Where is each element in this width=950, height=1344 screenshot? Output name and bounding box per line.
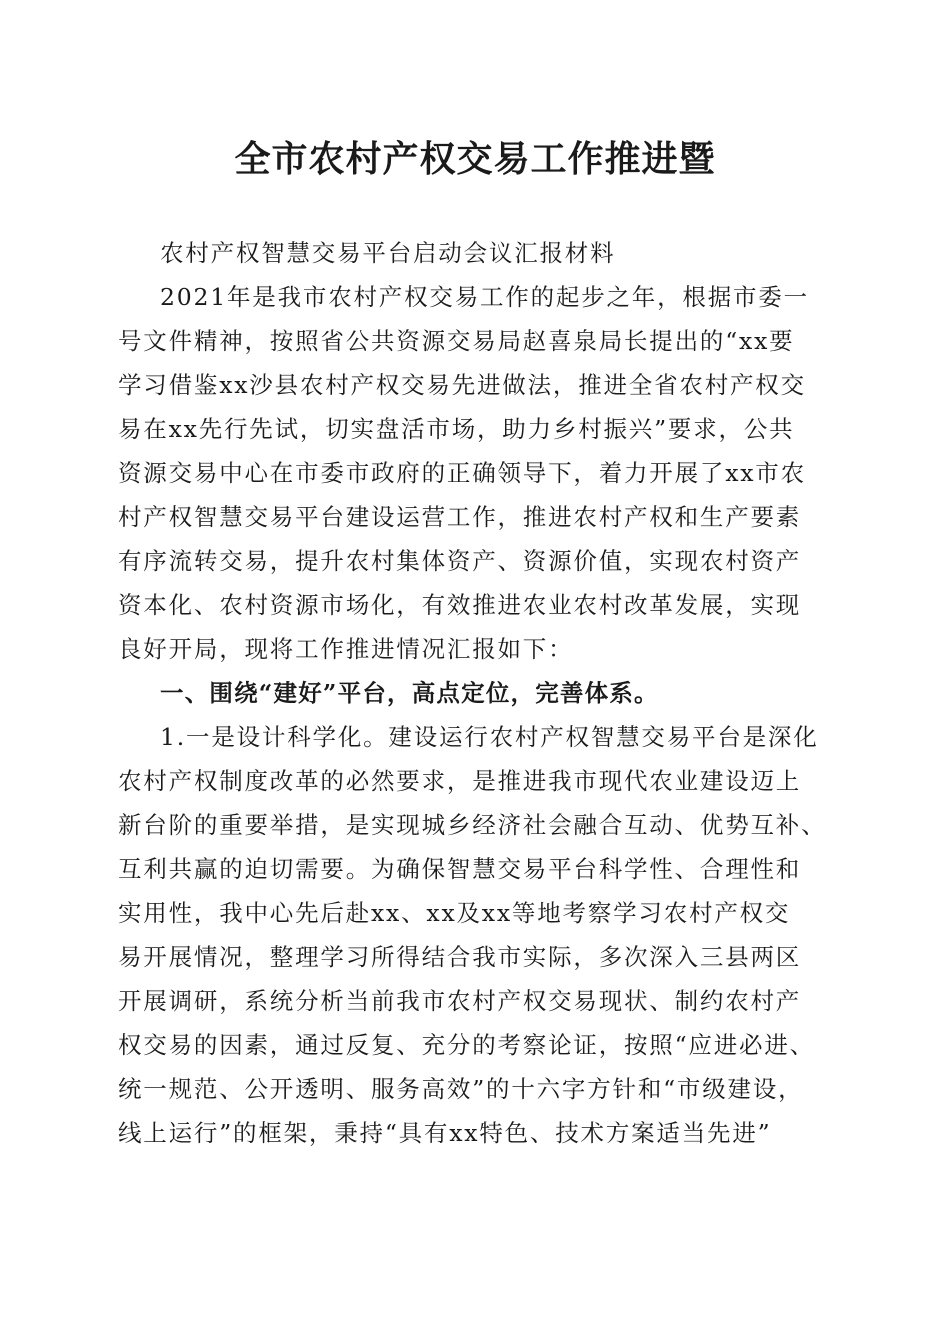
paragraph-line: 易开展情况，整理学习所得结合我市实际，多次深入三县两区 <box>118 943 802 971</box>
paragraph-line: 权交易的因素，通过反复、充分的考察论证，按照“应进必进、 <box>118 1031 815 1059</box>
document-subtitle: 农村产权智慧交易平台启动会议汇报材料 <box>160 239 616 267</box>
paragraph-line: 资源交易中心在市委市政府的正确领导下，着力开展了xx市农 <box>118 459 806 487</box>
paragraph-line: 资本化、农村资源市场化，有效推进农业农村改革发展，实现 <box>118 591 802 619</box>
paragraph-line: 良好开局，现将工作推进情况汇报如下： <box>118 635 574 663</box>
paragraph-line: 村产权智慧交易平台建设运营工作，推进农村产权和生产要素 <box>118 503 802 531</box>
section-heading: 一、围绕“建好”平台，高点定位，完善体系。 <box>160 679 659 707</box>
paragraph-line: 新台阶的重要举措，是实现城乡经济社会融合互动、优势互补、 <box>118 811 827 839</box>
paragraph-line: 互利共赢的迫切需要。为确保智慧交易平台科学性、合理性和 <box>118 855 802 883</box>
paragraph-line: 开展调研，系统分析当前我市农村产权交易现状、制约农村产 <box>118 987 802 1015</box>
paragraph-line: 统一规范、公开透明、服务高效”的十六字方针和“市级建设， <box>118 1075 804 1103</box>
paragraph-line: 实用性，我中心先后赴xx、xx及xx等地考察学习农村产权交 <box>118 899 791 927</box>
document-title: 全市农村产权交易工作推进暨 <box>234 138 716 180</box>
paragraph-line: 学习借鉴xx沙县农村产权交易先进做法，推进全省农村产权交 <box>118 371 806 399</box>
paragraph-line: 1.一是设计科学化。建设运行农村产权智慧交易平台是深化 <box>160 723 819 751</box>
paragraph-line: 2021年是我市农村产权交易工作的起步之年，根据市委一 <box>160 283 809 311</box>
paragraph-line: 线上运行”的框架，秉持“具有xx特色、技术方案适当先进” <box>118 1119 772 1147</box>
paragraph-line: 农村产权制度改革的必然要求，是推进我市现代农业建设迈上 <box>118 767 802 795</box>
paragraph-line: 号文件精神，按照省公共资源交易局赵喜泉局长提出的“xx要 <box>118 327 795 355</box>
paragraph-line: 有序流转交易，提升农村集体资产、资源价值，实现农村资产 <box>118 547 802 575</box>
paragraph-line: 易在xx先行先试，切实盘活市场，助力乡村振兴”要求，公共 <box>118 415 795 443</box>
